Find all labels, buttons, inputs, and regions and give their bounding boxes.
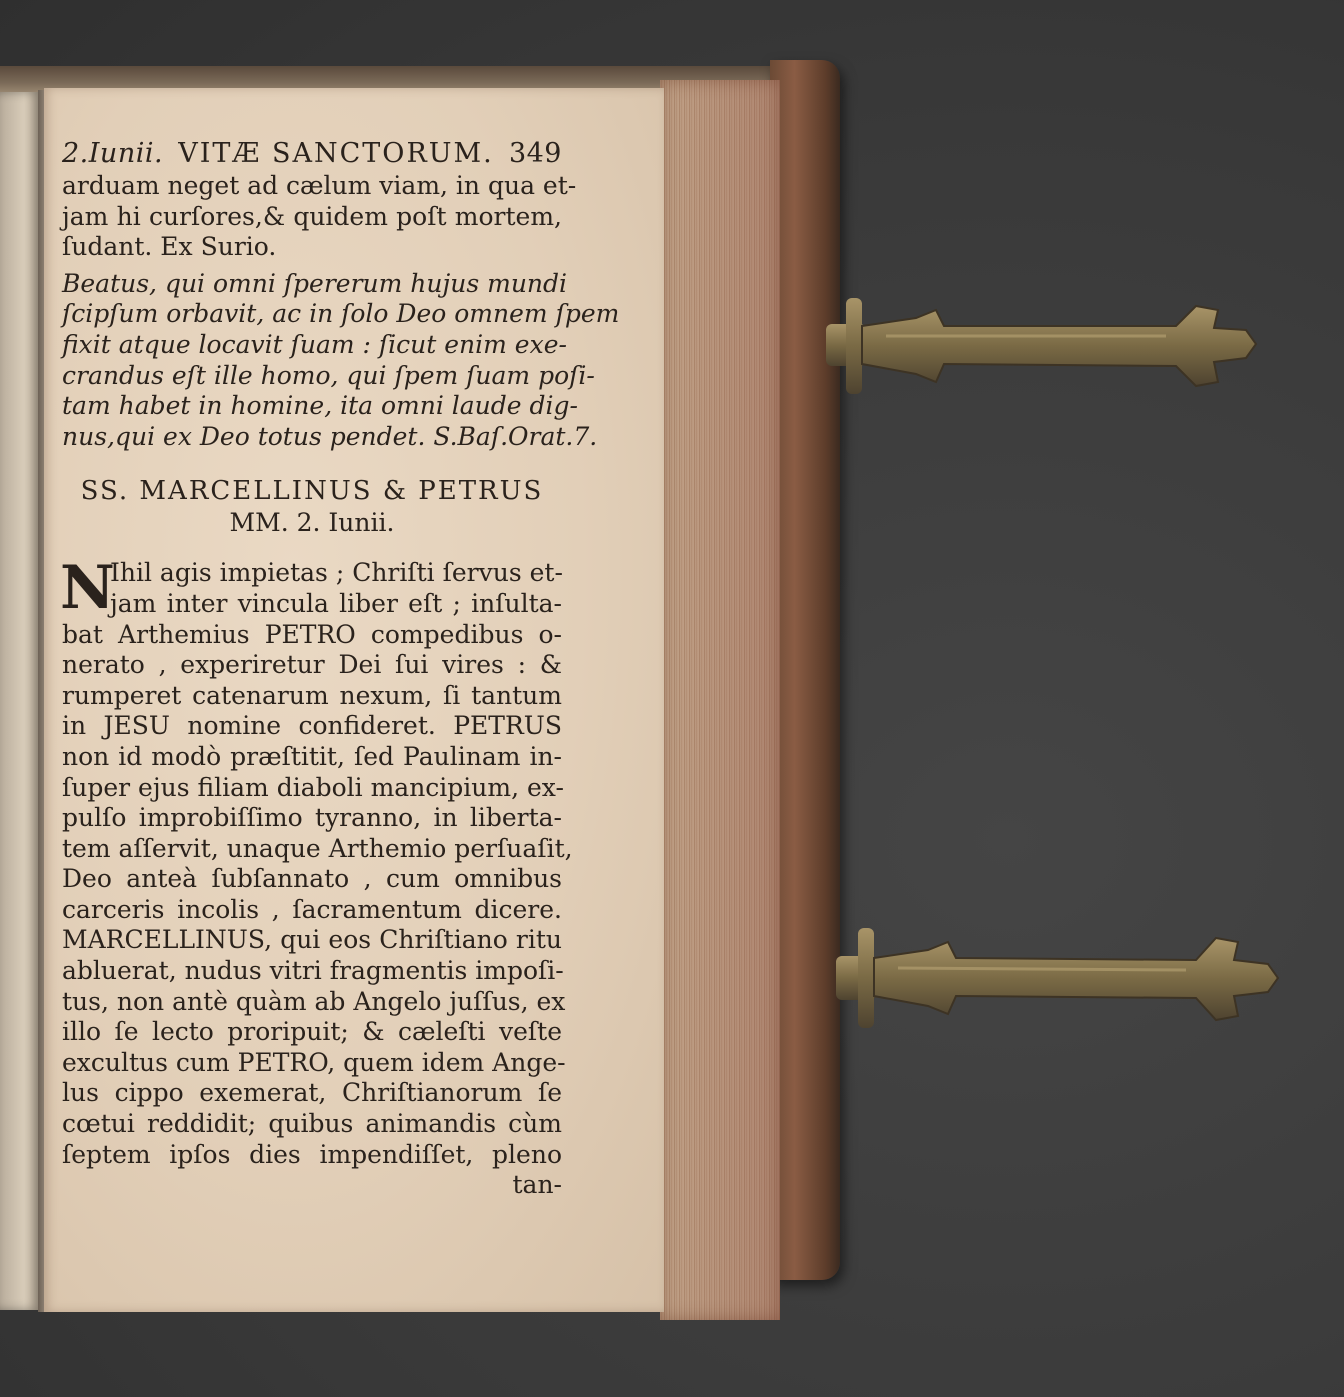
text-line: tus, non antè quàm ab Angelo juſſus, ex: [62, 986, 566, 1016]
page-text: [60, 138, 620, 1200]
text-line: MARCELLINUS, qui eos Chriſtiano ritu: [62, 925, 562, 955]
text-line: crandus eſt ille homo, qui ſpem ſuam poſi-: [62, 360, 595, 390]
header-date: 2.Iunii.: [62, 138, 164, 169]
text-line: fixit atque locavit ſuam : ſicut enim exe-: [62, 329, 567, 359]
text-line: ſeptem ipſos dies impendiſſet, pleno: [62, 1139, 562, 1169]
text-line: nerato , experiretur Dei ſui vires : &: [62, 650, 562, 680]
text-line: Ihil agis impietas ; Chriſti ſervus et-: [110, 558, 563, 588]
text-line: cœtui reddidit; quibus animandis cùm: [62, 1109, 562, 1139]
lower-clasp: [836, 926, 1282, 1030]
text-line: bat Arthemius PETRO compedibus o-: [62, 619, 562, 649]
book-cover-edge: [770, 60, 840, 1280]
text-line: ſudant. Ex Surio.: [62, 232, 277, 262]
text-line: tem aſſervit, unaque Arthemio perſuaſit,: [62, 833, 573, 863]
text-line: Beatus, qui omni ſpererum hujus mundi: [62, 268, 568, 298]
quote-paragraph: [62, 268, 620, 453]
text-line: Deo anteà ſubſannato , cum omnibus: [62, 864, 562, 894]
page-number: 349: [508, 138, 562, 169]
text-line: carceris incolis , ſacramentum dicere.: [62, 894, 562, 924]
section-subheading: MM. 2. Iunii.: [229, 508, 395, 538]
text-line: pulſo improbiſſimo tyranno, in liberta-: [62, 803, 562, 833]
previous-page-edge: [0, 92, 40, 1310]
text-line: non id modò præſtitit, ſed Paulinam in-: [62, 741, 562, 771]
body-paragraph: [60, 553, 573, 1200]
page-fore-edge: [660, 80, 780, 1320]
intro-paragraph: [62, 171, 577, 263]
text-line: illo ſe lecto proripuit; & cæleſti veſte: [62, 1017, 562, 1047]
text-line: excultus cum PETRO, quem idem Ange-: [62, 1047, 566, 1077]
text-line: in JESU nomine confideret. PETRUS: [62, 711, 562, 741]
text-line: lus cippo exemerat, Chriſtianorum ſe: [62, 1078, 562, 1108]
header-title: VITÆ SANCTORUM.: [178, 138, 494, 169]
text-line: ſcipſum orbavit, ac in ſolo Deo omnem ſpem: [62, 299, 620, 329]
text-line: nus,qui ex Deo totus pendet. S.Baſ.Orat.7.: [62, 421, 598, 451]
drop-capital: N: [60, 553, 115, 624]
text-line: rumperet catenarum nexum, ſi tantum: [62, 680, 562, 710]
text-line: arduam neget ad cælum viam, in qua et-: [62, 171, 577, 200]
text-line: jam inter vincula liber eſt ; inſulta-: [110, 588, 562, 618]
catchword: tan-: [512, 1170, 562, 1200]
text-line: abluerat, nudus vitri fragmentis impoſi-: [62, 956, 564, 986]
text-line: ſuper ejus filiam diaboli mancipium, ex-: [62, 772, 564, 802]
section-heading: SS. MARCELLINUS & PETRUS: [80, 476, 544, 507]
upper-clasp: [826, 296, 1262, 396]
running-header: [62, 138, 562, 169]
text-line: jam hi curſores,& quidem poſt mortem,: [62, 201, 562, 231]
text-line: tam habet in homine, ita omni laude dig-: [62, 391, 578, 421]
